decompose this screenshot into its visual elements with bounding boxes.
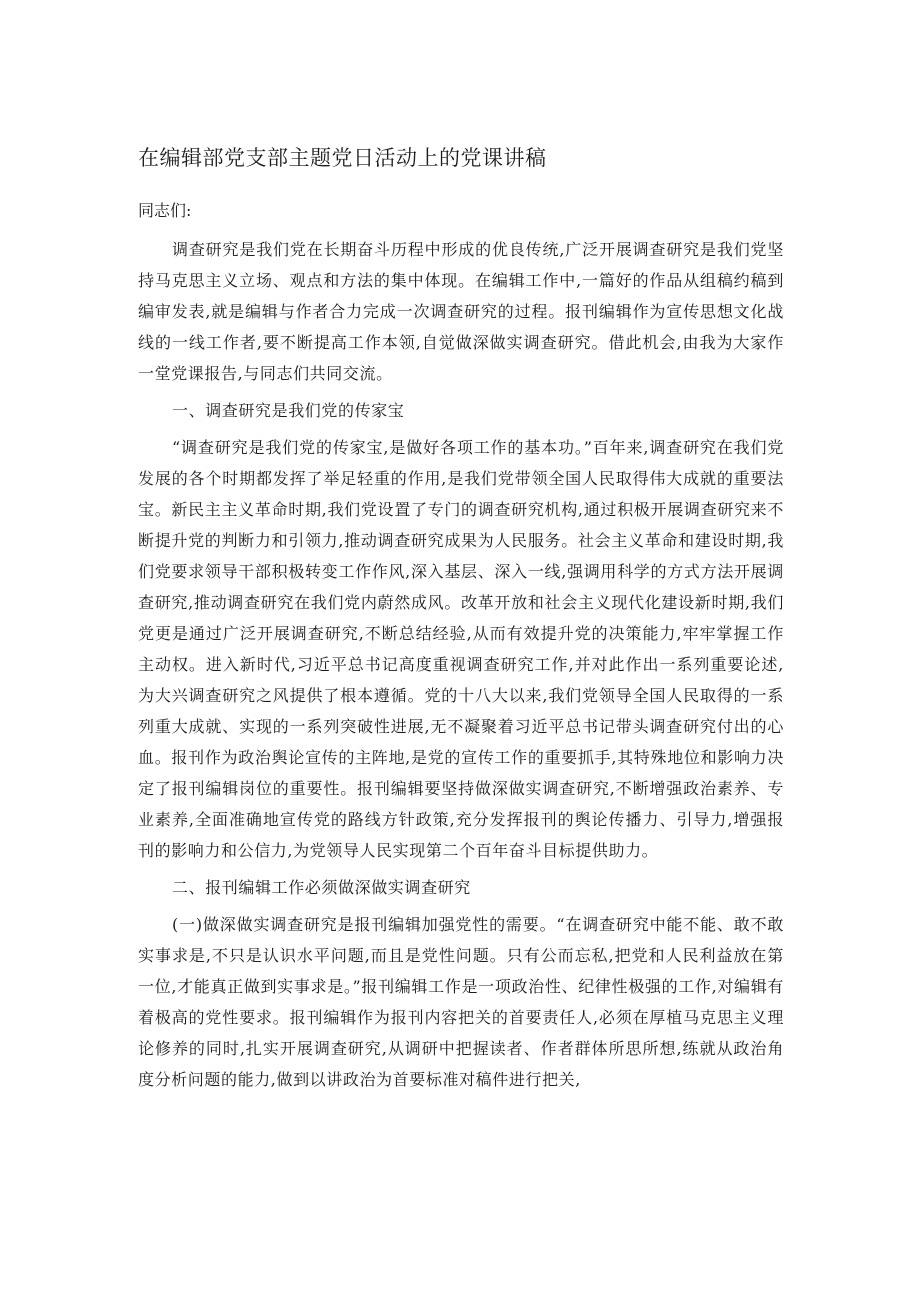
section-heading-1: 一、调查研究是我们党的传家宝 [172, 401, 405, 420]
section-2-paragraph: (一)做深做实调查研究是报刊编辑加强党性的需要。“在调查研究中能不能、敢不敢实事求是,不只是认识水平问题,而且是党性问题。只有公而忘私,把党和人民利益放在第一位,才能真正做到实事求是。”报刊编辑工作是一项政治性、纪律性极强的工作,对编辑有着极高的党性要求。报刊编辑作为报刊内容把关的首要责任人,必须在厚植马克思主义理论修养的同时,扎实开展调查研究,从调研中把握读者、作者群体所思所想,练就从政治角度分析问题的能力,做到以讲政治为首要标准对稿件进行把关, [138, 915, 784, 1089]
salutation: 同志们: [138, 201, 192, 220]
document-body [138, 234, 784, 1101]
intro-paragraph: 调查研究是我们党在长期奋斗历程中形成的优良传统,广泛开展调查研究是我们党坚持马克思主义立场、观点和方法的集中体现。在编辑工作中,一篇好的作品从组稿约稿到编审发表,就是编辑与作者合力完成一次调查研究的过程。报刊编辑作为宣传思想文化战线的一线工作者,要不断提高工作本领,自觉做深做实调查研究。借此机会,由我为大家作一堂党课报告,与同志们共同交流。 [138, 240, 784, 383]
document-title: 在编辑部党支部主题党日活动上的党课讲稿 [138, 146, 547, 170]
section-1-paragraph: “调查研究是我们党的传家宝,是做好各项工作的基本功。”百年来,调查研究在我们党发展的各个时期都发挥了举足轻重的作用,是我们党带领全国人民取得伟大成就的重要法宝。新民主主义革命时期,我们党设置了专门的调查研究机构,通过积极开展调查研究来不断提升党的判断力和引领力,推动调查研究成果为人民服务。社会主义革命和建设时期,我们党要求领导干部积极转变工作作风,深入基层、深入一线,强调用科学的方式方法开展调查研究,推动调查研究在我们党内蔚然成风。改革开放和社会主义现代化建设新时期,我们党更是通过广泛开展调查研究,不断总结经验,从而有效提升党的决策能力,牢牢掌握工作主动权。进入新时代,习近平总书记高度重视调查研究工作,并对此作出一系列重要论述,为大兴调查研究之风提供了根本遵循。党的十八大以来,我们党领导全国人民取得的一系列重大成就、实现的一系列突破性进展,无不凝聚着习近平总书记带头调查研究付出的心血。报刊作为政治舆论宣传的主阵地,是党的宣传工作的重要抓手,其特殊地位和影响力决定了报刊编辑岗位的重要性。报刊编辑要坚持做深做实调查研究,不断增强政治素养、专业素养,全面准确地宣传党的路线方针政策,充分发挥报刊的舆论传播力、引导力,增强报刊的影响力和公信力,为党领导人民实现第二个百年奋斗目标提供助力。 [138, 438, 784, 860]
section-heading-2: 二、报刊编辑工作必须做深做实调查研究 [172, 878, 471, 897]
